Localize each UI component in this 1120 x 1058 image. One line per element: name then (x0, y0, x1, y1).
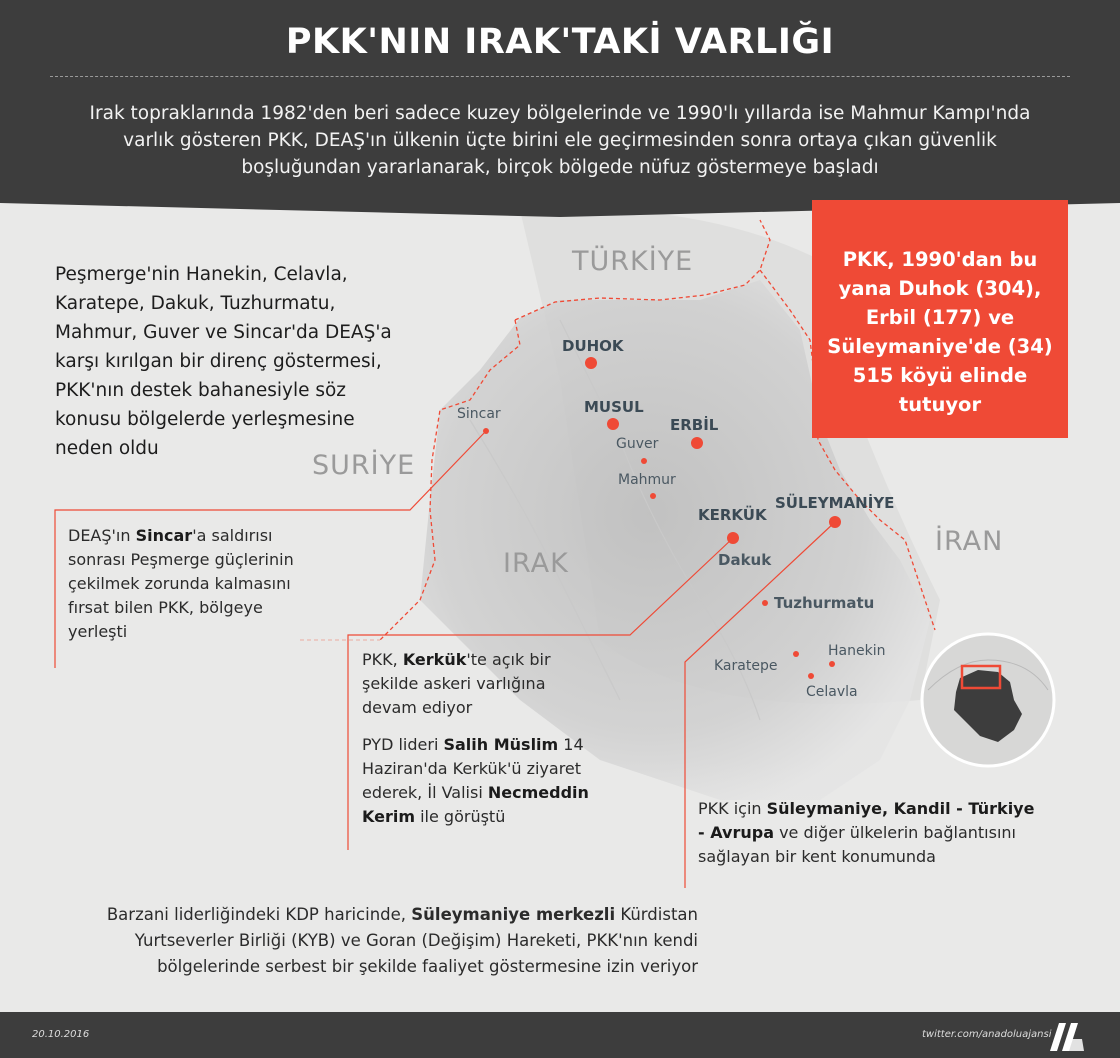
footer (0, 1012, 1120, 1058)
note-text: ve diğer ülkelerin bağlantısını sağlayan bir kent konumunda (698, 823, 1016, 866)
note-kerkuk (362, 648, 602, 720)
city-label-suleymaniye: SÜLEYMANİYE (775, 494, 895, 512)
town-label-karatepe: Karatepe (714, 658, 778, 674)
twitter-link[interactable]: twitter.com/anadoluajansi (922, 1029, 1052, 1040)
intro-line: Karatepe, Dakuk, Tuzhurmatu, (55, 293, 336, 314)
note-text: 'a saldırısı sonrası Peşmerge güçlerinin çekilmek zorunda kalmasını fırsat bilen PKK, bölgeye yerleşti (68, 526, 294, 641)
box-line: tutuyor (898, 393, 982, 416)
country-label-iraq: IRAK (503, 548, 569, 579)
note-text: 14 Haziran'da Kerkük'ü ziyaret ederek, İl Valisi (362, 735, 584, 802)
town-label-mahmur: Mahmur (618, 472, 676, 488)
note-text: PKK, (362, 650, 403, 669)
box-line: PKK, 1990'dan bu (842, 248, 1038, 271)
box-line: Süleymaniye'de (34) (827, 335, 1053, 358)
page-title: PKK'NIN IRAK'TAKİ VARLIĞI (285, 22, 835, 62)
subtitle-line: varlık gösteren PKK, DEAŞ'ın ülkenin üçte birini ele geçirmesinden sonra ortaya çıkan güvenlik (123, 130, 997, 151)
intro-line: Mahmur, Guver ve Sincar'da DEAŞ'a (55, 322, 392, 343)
note-pyd (362, 733, 597, 829)
note-text: 'te açık bir şekilde askeri varlığına devam ediyor (362, 650, 551, 717)
town-label-hanekin: Hanekin (828, 643, 886, 659)
city-label-kerkuk: KERKÜK (698, 506, 767, 524)
town-label-celavla: Celavla (806, 684, 858, 700)
intro-line: Peşmerge'nin Hanekin, Celavla, (55, 264, 348, 285)
town-marker-celavla[interactable] (808, 673, 814, 679)
bottom-text (30, 902, 698, 980)
note-text: ile görüştü (415, 807, 506, 826)
intro-line: konusu bölgelerde yerleşmesine (55, 409, 355, 430)
town-marker-sincar[interactable] (483, 428, 489, 434)
bottom-text-part: Barzani liderliğindeki KDP haricinde, (106, 905, 412, 924)
city-marker-suleymaniye[interactable] (829, 516, 841, 528)
city-marker-erbil[interactable] (691, 437, 703, 449)
intro-line: karşı kırılgan bir direnç göstermesi, (55, 351, 382, 372)
box-line: yana Duhok (304), (838, 277, 1042, 300)
note-bold: Kerkük (402, 650, 467, 669)
city-marker-kerkuk[interactable] (727, 532, 739, 544)
intro-text (55, 260, 425, 463)
city-label-musul: MUSUL (584, 398, 644, 416)
note-text: PYD lideri (362, 735, 444, 754)
city-marker-duhok[interactable] (585, 357, 597, 369)
subtitle-line: Irak topraklarında 1982'den beri sadece kuzey bölgelerinde ve 1990'lı yıllarda ise Mahmur Kampı'nda (89, 103, 1031, 124)
subtitle-line: boşluğundan yararlanarak, birçok bölgede nüfuz göstermeye başladı (241, 157, 879, 178)
box-line: Erbil (177) ve (865, 306, 1015, 329)
town-marker-guver[interactable] (641, 458, 647, 464)
note-bold: Sincar (135, 526, 193, 545)
town-label-sincar: Sincar (457, 406, 501, 422)
city-label-duhok: DUHOK (562, 337, 624, 355)
note-bold: Necmeddin Kerim (362, 783, 589, 826)
note-suleymaniye (698, 797, 1043, 869)
note-bold: Süleymaniye, Kandil - Türkiye - Avrupa (698, 799, 1035, 842)
town-label-guver: Guver (616, 436, 659, 452)
town-marker-hanekin[interactable] (829, 661, 835, 667)
intro-line: PKK'nın destek bahanesiyle söz (55, 380, 347, 401)
country-label-syria: SURİYE (312, 450, 416, 481)
publish-date: 20.10.2016 (32, 1029, 90, 1040)
note-bold: Salih Müslim (443, 735, 559, 754)
note-text: DEAŞ'ın (68, 526, 136, 545)
locator-map (918, 630, 1058, 770)
town-marker-tuzhurmatu[interactable] (762, 600, 768, 606)
city-marker-musul[interactable] (607, 418, 619, 430)
note-text: PKK için (698, 799, 767, 818)
town-label-dakuk: Dakuk (718, 551, 772, 569)
town-marker-karatepe[interactable] (793, 651, 799, 657)
village-count-box (812, 200, 1068, 438)
bottom-text-bold: Süleymaniye merkezli (411, 905, 616, 924)
bottom-text-part: Kürdistan Yurtseverler Birliği (KYB) ve Goran (Değişim) Hareketi, PKK'nın kendi bölgelerinde serbest bir şekilde faaliyet göstermesine izin veriyor (134, 905, 698, 976)
town-label-tuzhurmatu: Tuzhurmatu (774, 594, 875, 612)
intro-line: neden oldu (55, 438, 159, 459)
note-sincar (68, 524, 323, 644)
box-line: 515 köyü elinde (852, 364, 1028, 387)
anadolu-logo-icon (1046, 1017, 1086, 1053)
city-label-erbil: ERBİL (670, 416, 719, 434)
country-label-iran: İRAN (935, 526, 1004, 557)
town-marker-mahmur[interactable] (650, 493, 656, 499)
country-label-turkey: TÜRKİYE (572, 246, 694, 277)
